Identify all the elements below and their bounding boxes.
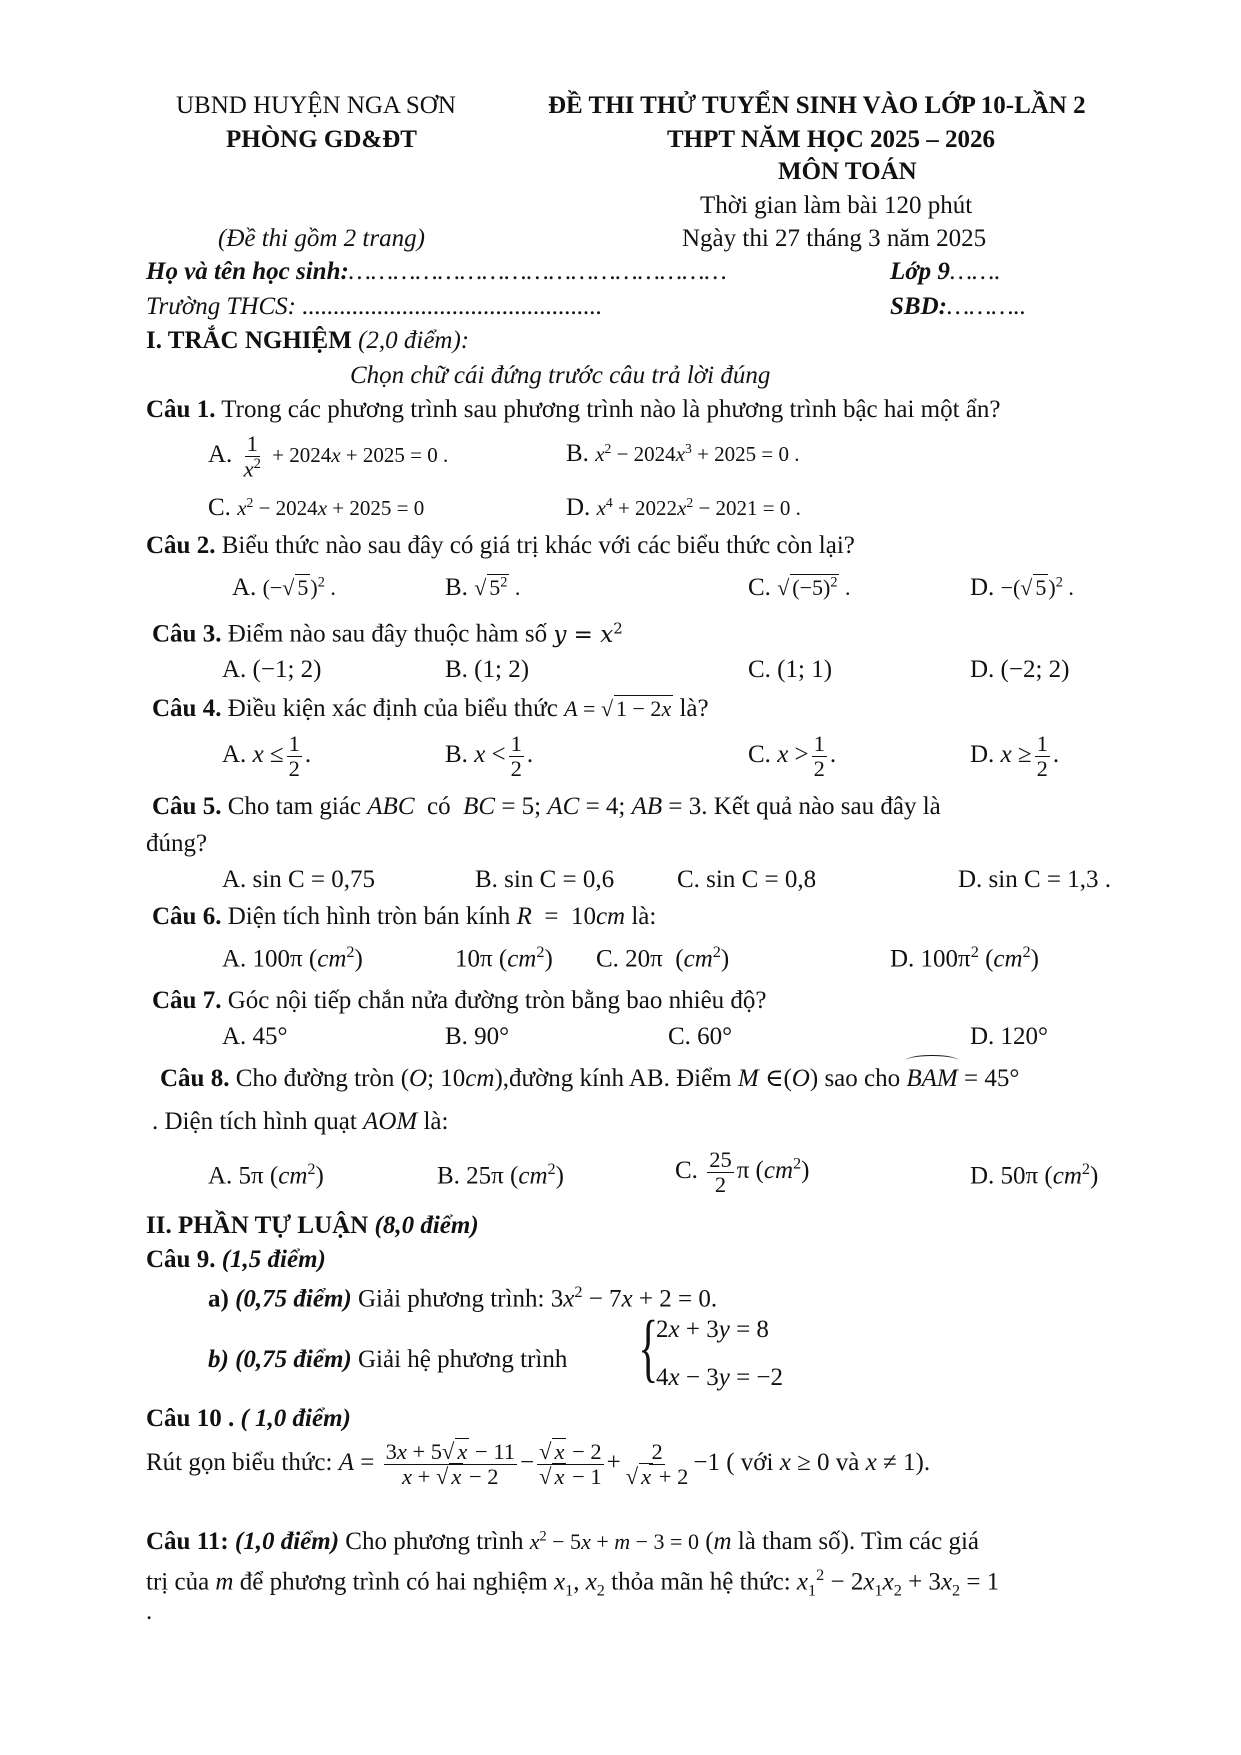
student-name-field: Họ và tên học sinh:……………………………………………	[146, 258, 727, 285]
q2-option-b: B. √ $5^2$ .	[445, 574, 521, 601]
time-limit: Thời gian làm bài 120 phút	[700, 192, 973, 219]
question-11-cont: trị của m để phương trình có hai nghiệm $x_1$, $x_2$ thỏa mãn hệ thức: $x_1^2 - 2x_1x_2 + 3x_2 = 1$	[146, 1566, 1000, 1600]
q3-option-b: B. (1; 2)	[445, 656, 530, 683]
question-5: Câu 5. Cho tam giác ABC có BC = 5; AC = 4; AB = 3. Kết quả nào sau đây là	[152, 793, 941, 820]
q3-option-a: A. (−1; 2)	[222, 656, 322, 683]
q7-option-c: C. 60°	[668, 1023, 733, 1050]
part1-instruction: Chọn chữ cái đứng trước câu trả lời đúng	[350, 362, 771, 389]
q6-option-a: A. 100π $(cm^2)$	[222, 943, 363, 973]
question-3: Câu 3. Điểm nào sau đây thuộc hàm số $y = x^2$	[152, 619, 623, 648]
q8-option-d: D. 50π $(cm^2)$	[970, 1160, 1099, 1190]
q8-option-a: A. 5π $(cm^2)$	[208, 1160, 324, 1190]
question-9b: b) (0,75 điểm) Giải hệ phương trình	[208, 1346, 568, 1373]
office-name: PHÒNG GD&ĐT	[226, 126, 417, 153]
subject: MÔN TOÁN	[778, 158, 917, 185]
part1-heading: I. TRẮC NGHIỆM (2,0 điểm):	[146, 327, 470, 354]
class-field: Lớp 9…….	[890, 258, 1001, 285]
q7-option-b: B. 90°	[445, 1023, 510, 1050]
q1-option-a: A. $\frac{1}{x^2}$ + 2024x + 2025 = 0 .	[208, 431, 449, 482]
school-year: THPT NĂM HỌC 2025 – 2026	[667, 126, 996, 153]
q7-option-d: D. 120°	[970, 1023, 1049, 1050]
question-4: Câu 4. Điều kiện xác định của biểu thức A = √ 1 − 2x là?	[152, 695, 709, 722]
q6-option-b: 10π $(cm^2)$	[455, 943, 553, 973]
question-1: Câu 1. Trong các phương trình sau phương trình nào là phương trình bậc hai một ẩn?	[146, 396, 1001, 423]
question-9a: a) (0,75 điểm) Giải phương trình: $3x^2 - 7x + 2 = 0$.	[208, 1283, 718, 1313]
part2-heading: II. PHẦN TỰ LUẬN (8,0 điểm)	[146, 1212, 479, 1239]
q5-option-c: C. sin C = 0,8	[677, 866, 817, 893]
question-11: Câu 11: (1,0 điểm) Cho phương trình $x^2 - 5x + m - 3 = 0$ (m là tham số). Tìm các giá	[146, 1528, 979, 1555]
question-10: Câu 10 . ( 1,0 điểm)	[146, 1405, 351, 1432]
q5-option-b: B. sin C = 0,6	[475, 866, 615, 893]
q8-option-c: C. $\frac{25}{2}$ π $(cm^2)$	[675, 1147, 810, 1197]
question-8-cont: . Diện tích hình quạt AOM là:	[152, 1108, 449, 1135]
question-2: Câu 2. Biểu thức nào sau đây có giá trị khác với các biểu thức còn lại?	[146, 532, 855, 559]
q4-option-a: A. x ≤ $\frac{1}{2}$ .	[222, 731, 312, 781]
exam-title: ĐỀ THI THỬ TUYỂN SINH VÀO LỚP 10-LẦN 2	[548, 92, 1086, 119]
question-11-end: .	[146, 1598, 153, 1625]
q5-option-d: D. sin C = 1,3 .	[958, 866, 1112, 893]
question-7: Câu 7. Góc nội tiếp chắn nửa đường tròn bằng bao nhiêu độ?	[152, 987, 767, 1014]
sbd-field: SBD:………..	[890, 293, 1027, 320]
q1-option-d: D. $x^4 + 2022x^2 - 2021 = 0$ .	[566, 494, 801, 521]
q6-option-d: D. $100\pi^2$ $(cm^2)$	[890, 943, 1039, 973]
q8-option-b: B. 25π $(cm^2)$	[437, 1160, 564, 1190]
school-field: Trường THCS: ................................................	[146, 293, 603, 320]
q4-option-b: B. x < $\frac{1}{2}$ .	[445, 731, 534, 781]
pages-note: (Đề thi gồm 2 trang)	[218, 225, 425, 252]
q2-option-a: A. (−√ 5)$^2$ .	[232, 574, 336, 601]
dept-name: UBND HUYỆN NGA SƠN	[176, 92, 456, 119]
q2-option-d: D. −(√ 5)$^2$ .	[970, 574, 1074, 601]
q1-option-c: C. $x^2 - 2024x + 2025 = 0$	[208, 494, 425, 521]
q4-option-d: D. x ≥ $\frac{1}{2}$ .	[970, 731, 1060, 781]
question-6: Câu 6. Diện tích hình tròn bán kính R = 10cm là:	[152, 903, 657, 930]
q1-option-b: B. $x^2 - 2024x^3 + 2025 = 0$ .	[566, 440, 800, 467]
question-5-cont: đúng?	[146, 830, 208, 857]
q7-option-a: A. 45°	[222, 1023, 288, 1050]
question-9: Câu 9. (1,5 điểm)	[146, 1246, 326, 1273]
q4-option-c: C. x > $\frac{1}{2}$ .	[748, 731, 837, 781]
q3-option-d: D. (−2; 2)	[970, 656, 1070, 683]
q3-option-c: C. (1; 1)	[748, 656, 833, 683]
question-10-expression: Rút gọn biểu thức: A = $\frac{3x + 5√ x - 11}{x + √ x - 2}$ − $\frac{√ x - 2}{√ x - 1}$ + $\frac{2}{√ x + 2}$ −1 ( với x ≥ 0 và x ≠ 1).	[146, 1439, 931, 1489]
q5-option-a: A. sin C = 0,75	[222, 866, 376, 893]
q6-option-c: C. 20π $(cm^2)$	[596, 943, 730, 973]
q2-option-c: C. √ $(-5)^2$ .	[748, 574, 851, 601]
question-8: Câu 8. Cho đường tròn (O; 10cm),đường kính AB. Điểm M ∈(O) sao cho BAM = 45°	[160, 1065, 1020, 1092]
exam-date: Ngày thi 27 tháng 3 năm 2025	[682, 225, 987, 252]
